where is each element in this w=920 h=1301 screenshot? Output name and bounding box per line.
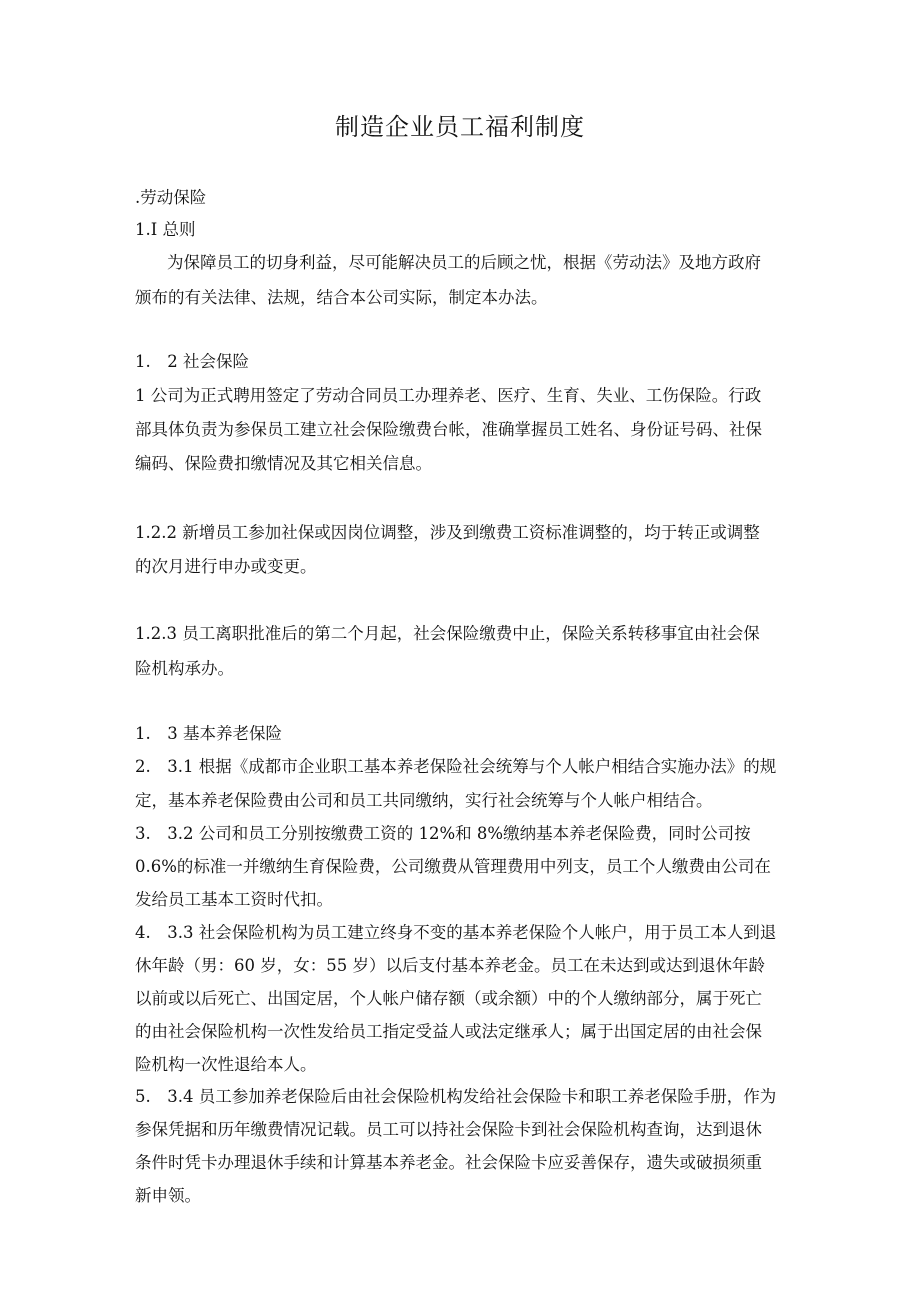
paragraph-line: 险机构承办。 (135, 659, 234, 678)
paragraph-line: 1.2.3 员工离职批准后的第二个月起，社会保险缴费中止，保险关系转移事宜由社会保 (135, 624, 760, 643)
paragraph-line: 发给员工基本工资时代扣。 (135, 890, 333, 909)
paragraph-line: 编码、保险费扣缴情况及其它相关信息。 (135, 454, 432, 473)
paragraph-line: 的次月进行申办或变更。 (135, 557, 317, 576)
paragraph-line: 休年龄（男：60 岁，女：55 岁）以后支付基本养老金。员工在未达到或达到退休年龄 (135, 956, 765, 975)
paragraph-line: 5. 3.4 员工参加养老保险后由社会保险机构发给社会保险卡和职工养老保险手册，作为 (135, 1087, 777, 1106)
subsection-heading: 1. 2 社会保险 (135, 352, 249, 371)
subsection-heading: 1.I 总则 (135, 220, 196, 239)
paragraph-line: 险机构一次性退给本人。 (135, 1055, 317, 1074)
paragraph-line: 的由社会保险机构一次性发给员工指定受益人或法定继承人；属于出国定居的由社会保 (135, 1022, 762, 1041)
section-heading: .劳动保险 (135, 188, 207, 207)
paragraph-line: 1.2.2 新增员工参加社保或因岗位调整，涉及到缴费工资标准调整的，均于转正或调整 (135, 523, 760, 542)
paragraph-line: 颁布的有关法律、法规，结合本公司实际，制定本办法。 (135, 288, 548, 307)
paragraph-line: 0.6%的标准一并缴纳生育保险费，公司缴费从管理费用中列支，员工个人缴费由公司在 (135, 857, 771, 876)
subsection-heading: 1. 3 基本养老保险 (135, 724, 282, 743)
paragraph-line: 为保障员工的切身利益，尽可能解决员工的后顾之忧，根据《劳动法》及地方政府 (167, 253, 761, 272)
paragraph-line: 条件时凭卡办理退休手续和计算基本养老金。社会保险卡应妥善保存，遗失或破损须重 (135, 1153, 762, 1172)
paragraph-line: 1 公司为正式聘用签定了劳动合同员工办理养老、医疗、生育、失业、工伤保险。行政 (135, 386, 762, 405)
paragraph-line: 部具体负责为参保员工建立社会保险缴费台帐，准确掌握员工姓名、身份证号码、社保 (135, 420, 762, 439)
paragraph-line: 以前或以后死亡、出国定居，个人帐户储存额（或余额）中的个人缴纳部分，属于死亡 (135, 989, 762, 1008)
paragraph-line: 参保凭据和历年缴费情况记载。员工可以持社会保险卡到社会保险机构查询，达到退休 (135, 1120, 762, 1139)
paragraph-line: 3. 3.2 公司和员工分别按缴费工资的 12%和 8%缴纳基本养老保险费，同时公司按 (135, 824, 751, 843)
paragraph-line: 定，基本养老保险费由公司和员工共同缴纳，实行社会统筹与个人帐户相结合。 (135, 791, 713, 810)
paragraph-line: 2. 3.1 根据《成都市企业职工基本养老保险社会统筹与个人帐户相结合实施办法》的规 (135, 757, 777, 776)
document-title: 制造企业员工福利制度 (335, 113, 585, 141)
paragraph-line: 4. 3.3 社会保险机构为员工建立终身不变的基本养老保险个人帐户，用于员工本人到退 (135, 923, 777, 942)
paragraph-line: 新申领。 (135, 1186, 201, 1205)
